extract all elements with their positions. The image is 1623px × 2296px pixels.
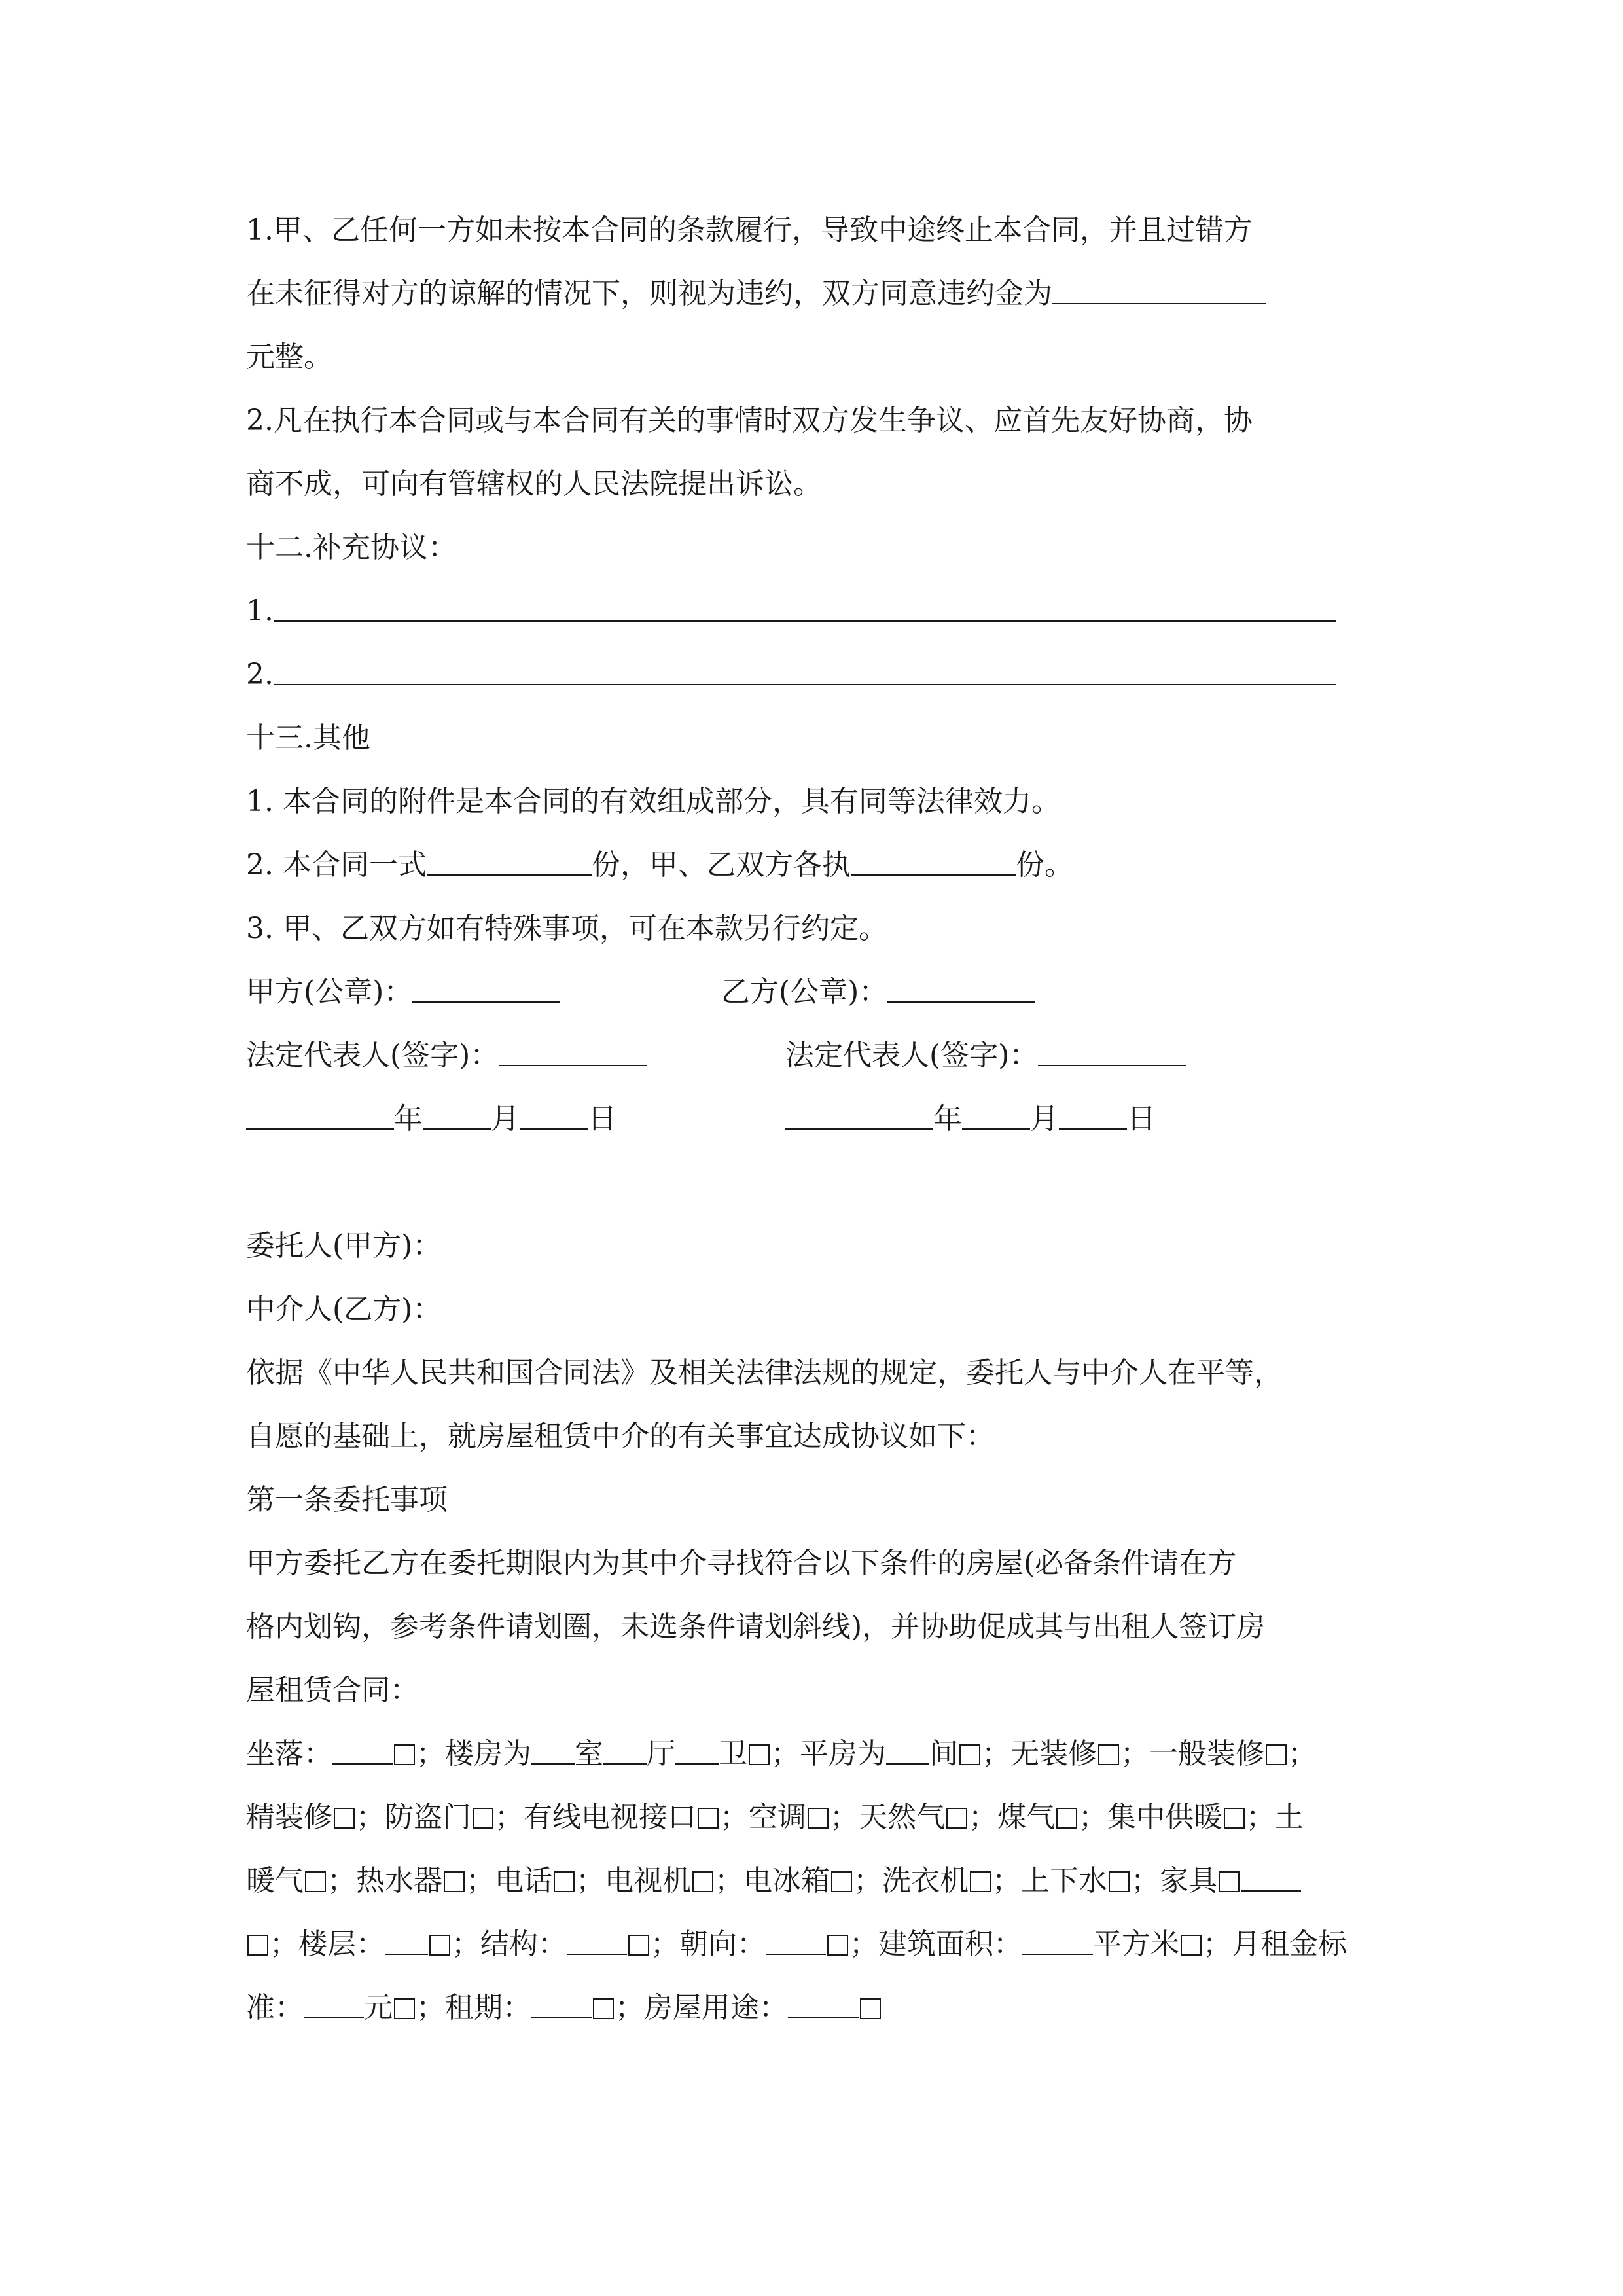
orientation-blank[interactable]: [766, 1928, 826, 1955]
furniture-checkbox[interactable]: [1219, 1871, 1240, 1892]
party-b-seal-blank[interactable]: [887, 975, 1035, 1003]
floor-blank[interactable]: [385, 1928, 428, 1955]
copies-each-blank[interactable]: [851, 848, 1016, 876]
party-b-date: 年 月 日: [785, 1087, 1156, 1151]
party-a-seal: 甲方(公章)：: [246, 960, 560, 1024]
article-1-title: 第一条委托事项: [246, 1483, 448, 1516]
location-blank[interactable]: [332, 1737, 393, 1765]
section-13-title: 十三.其他: [246, 721, 370, 755]
supplement-blank-2[interactable]: [274, 658, 1336, 685]
conditions-line1: 坐落： ；楼房为 室 厅 卫 ；平房为 间 ；无装修 ；一般装修 ；: [246, 1737, 1317, 1770]
intro-line2: 自愿的基础上，就房屋租赁中介的有关事宜达成协议如下：: [246, 1420, 995, 1453]
article-1-line3: 屋租赁合同：: [246, 1674, 419, 1707]
conditions-line5: 准： 元 ；租期： ；房屋用途：: [246, 1976, 1427, 2040]
tv-checkbox[interactable]: [692, 1871, 713, 1892]
no-deco-checkbox[interactable]: [1098, 1744, 1119, 1765]
structure-checkbox[interactable]: [628, 1935, 649, 1956]
year-blank-a[interactable]: [246, 1102, 394, 1130]
usage-blank[interactable]: [788, 1991, 859, 2018]
supplement-blank-1[interactable]: [274, 594, 1336, 622]
representative-row: [246, 1024, 1427, 1088]
general-deco-checkbox[interactable]: [1266, 1744, 1287, 1765]
clause-13-1: 1. 本合同的附件是本合同的有效组成部分，具有同等法律效力。: [246, 785, 1060, 818]
article-1-line1: 甲方委托乙方在委托期限内为其中介寻找符合以下条件的房屋(必备条件请在方: [246, 1547, 1237, 1580]
day-blank-a[interactable]: [520, 1102, 588, 1130]
client-party-label: 委托人(甲方)：: [246, 1229, 442, 1263]
date-row: [246, 1087, 1427, 1151]
clause-13-2: 2. 本合同一式 份，甲、乙双方各执 份。: [246, 848, 1073, 882]
water-heater-checkbox[interactable]: [444, 1871, 465, 1892]
usage-checkbox[interactable]: [860, 1998, 881, 2019]
agent-party-label: 中介人(乙方)：: [246, 1293, 442, 1326]
fridge-checkbox[interactable]: [831, 1871, 852, 1892]
central-heat-checkbox[interactable]: [1224, 1808, 1245, 1829]
copies-total-blank[interactable]: [427, 848, 592, 876]
supplement-line-2: 2.: [246, 643, 1427, 707]
clause-11-2-line2: 商不成，可向有管辖权的人民法院提出诉讼。: [246, 467, 822, 501]
location-checkbox[interactable]: [394, 1744, 415, 1765]
term-blank[interactable]: [531, 1991, 592, 2018]
term-checkbox[interactable]: [593, 1998, 614, 2019]
conditions-line2: 精装修 ；防盗门 ；有线电视接口 ；空调 ；天然气 ；煤气 ；集中供暖 ；土: [246, 1801, 1304, 1834]
aircon-checkbox[interactable]: [808, 1808, 829, 1829]
seal-row: [246, 960, 1427, 1024]
extra-item-blank[interactable]: [1241, 1864, 1301, 1892]
clause-11-1-line3: 元整。: [246, 340, 332, 374]
party-b-seal: 乙方(公章)：: [721, 960, 1035, 1024]
intro-line1: 依据《中华人民共和国合同法》及相关法律法规的规定，委托人与中介人在平等，: [246, 1356, 1283, 1390]
earth-heat-checkbox[interactable]: [305, 1871, 326, 1892]
fine-deco-checkbox[interactable]: [334, 1808, 355, 1829]
clause-13-3: 3. 甲、乙双方如有特殊事项，可在本款另行约定。: [246, 912, 887, 945]
year-blank-b[interactable]: [785, 1102, 933, 1130]
article-1-line2: 格内划钩，参考条件请划圈，未选条件请划斜线)，并协助促成其与出租人签订房: [246, 1610, 1266, 1643]
conditions-line3: 暖气 ；热水器 ；电话 ；电视机 ；电冰箱 ；洗衣机 ；上下水 ；家具: [246, 1849, 1427, 1913]
month-blank-b[interactable]: [962, 1102, 1030, 1130]
section-12-title: 十二.补充协议：: [246, 531, 457, 564]
area-checkbox[interactable]: [1181, 1935, 1202, 1956]
conditions-line4: ；楼层： ；结构： ；朝向： ；建筑面积： 平方米 ；月租金标: [246, 1912, 1427, 1977]
party-a-date: 年 月 日: [246, 1087, 616, 1151]
bungalow-blank[interactable]: [886, 1737, 929, 1765]
bungalow-checkbox[interactable]: [959, 1744, 980, 1765]
plumbing-checkbox[interactable]: [1109, 1871, 1130, 1892]
penalty-amount-blank[interactable]: [1052, 277, 1266, 304]
month-blank-a[interactable]: [423, 1102, 491, 1130]
party-b-representative: 法定代表人(签字)：: [785, 1024, 1186, 1088]
party-a-rep-blank[interactable]: [499, 1039, 647, 1066]
coal-gas-checkbox[interactable]: [1056, 1808, 1077, 1829]
clause-11-1-line1: 1.甲、乙任何一方如未按本合同的条款履行，导致中途终止本合同，并且过错方: [246, 213, 1253, 247]
party-b-rep-blank[interactable]: [1038, 1039, 1186, 1066]
building-checkbox[interactable]: [749, 1744, 770, 1765]
party-a-seal-blank[interactable]: [412, 975, 560, 1003]
orientation-checkbox[interactable]: [827, 1935, 848, 1956]
supplement-line-1: 1.: [246, 579, 1427, 643]
extra-item-checkbox[interactable]: [247, 1935, 268, 1956]
washer-checkbox[interactable]: [970, 1871, 991, 1892]
party-a-representative: 法定代表人(签字)：: [246, 1024, 647, 1088]
rent-blank[interactable]: [304, 1991, 364, 2018]
structure-blank[interactable]: [567, 1928, 627, 1955]
floor-checkbox[interactable]: [429, 1935, 450, 1956]
natural-gas-checkbox[interactable]: [946, 1808, 967, 1829]
security-door-checkbox[interactable]: [473, 1808, 493, 1829]
phone-checkbox[interactable]: [554, 1871, 575, 1892]
clause-11-2-line1: 2.凡在执行本合同或与本合同有关的事情时双方发生争议、应首先友好协商，协: [246, 404, 1253, 437]
area-blank[interactable]: [1022, 1928, 1093, 1955]
bath-blank[interactable]: [675, 1737, 719, 1765]
cable-tv-checkbox[interactable]: [698, 1808, 719, 1829]
day-blank-b[interactable]: [1059, 1102, 1127, 1130]
room-blank[interactable]: [531, 1737, 575, 1765]
clause-11-1-line2: 在未征得对方的谅解的情况下，则视为违约，双方同意违约金为: [246, 262, 1427, 326]
hall-blank[interactable]: [603, 1737, 647, 1765]
rent-checkbox[interactable]: [394, 1998, 415, 2019]
